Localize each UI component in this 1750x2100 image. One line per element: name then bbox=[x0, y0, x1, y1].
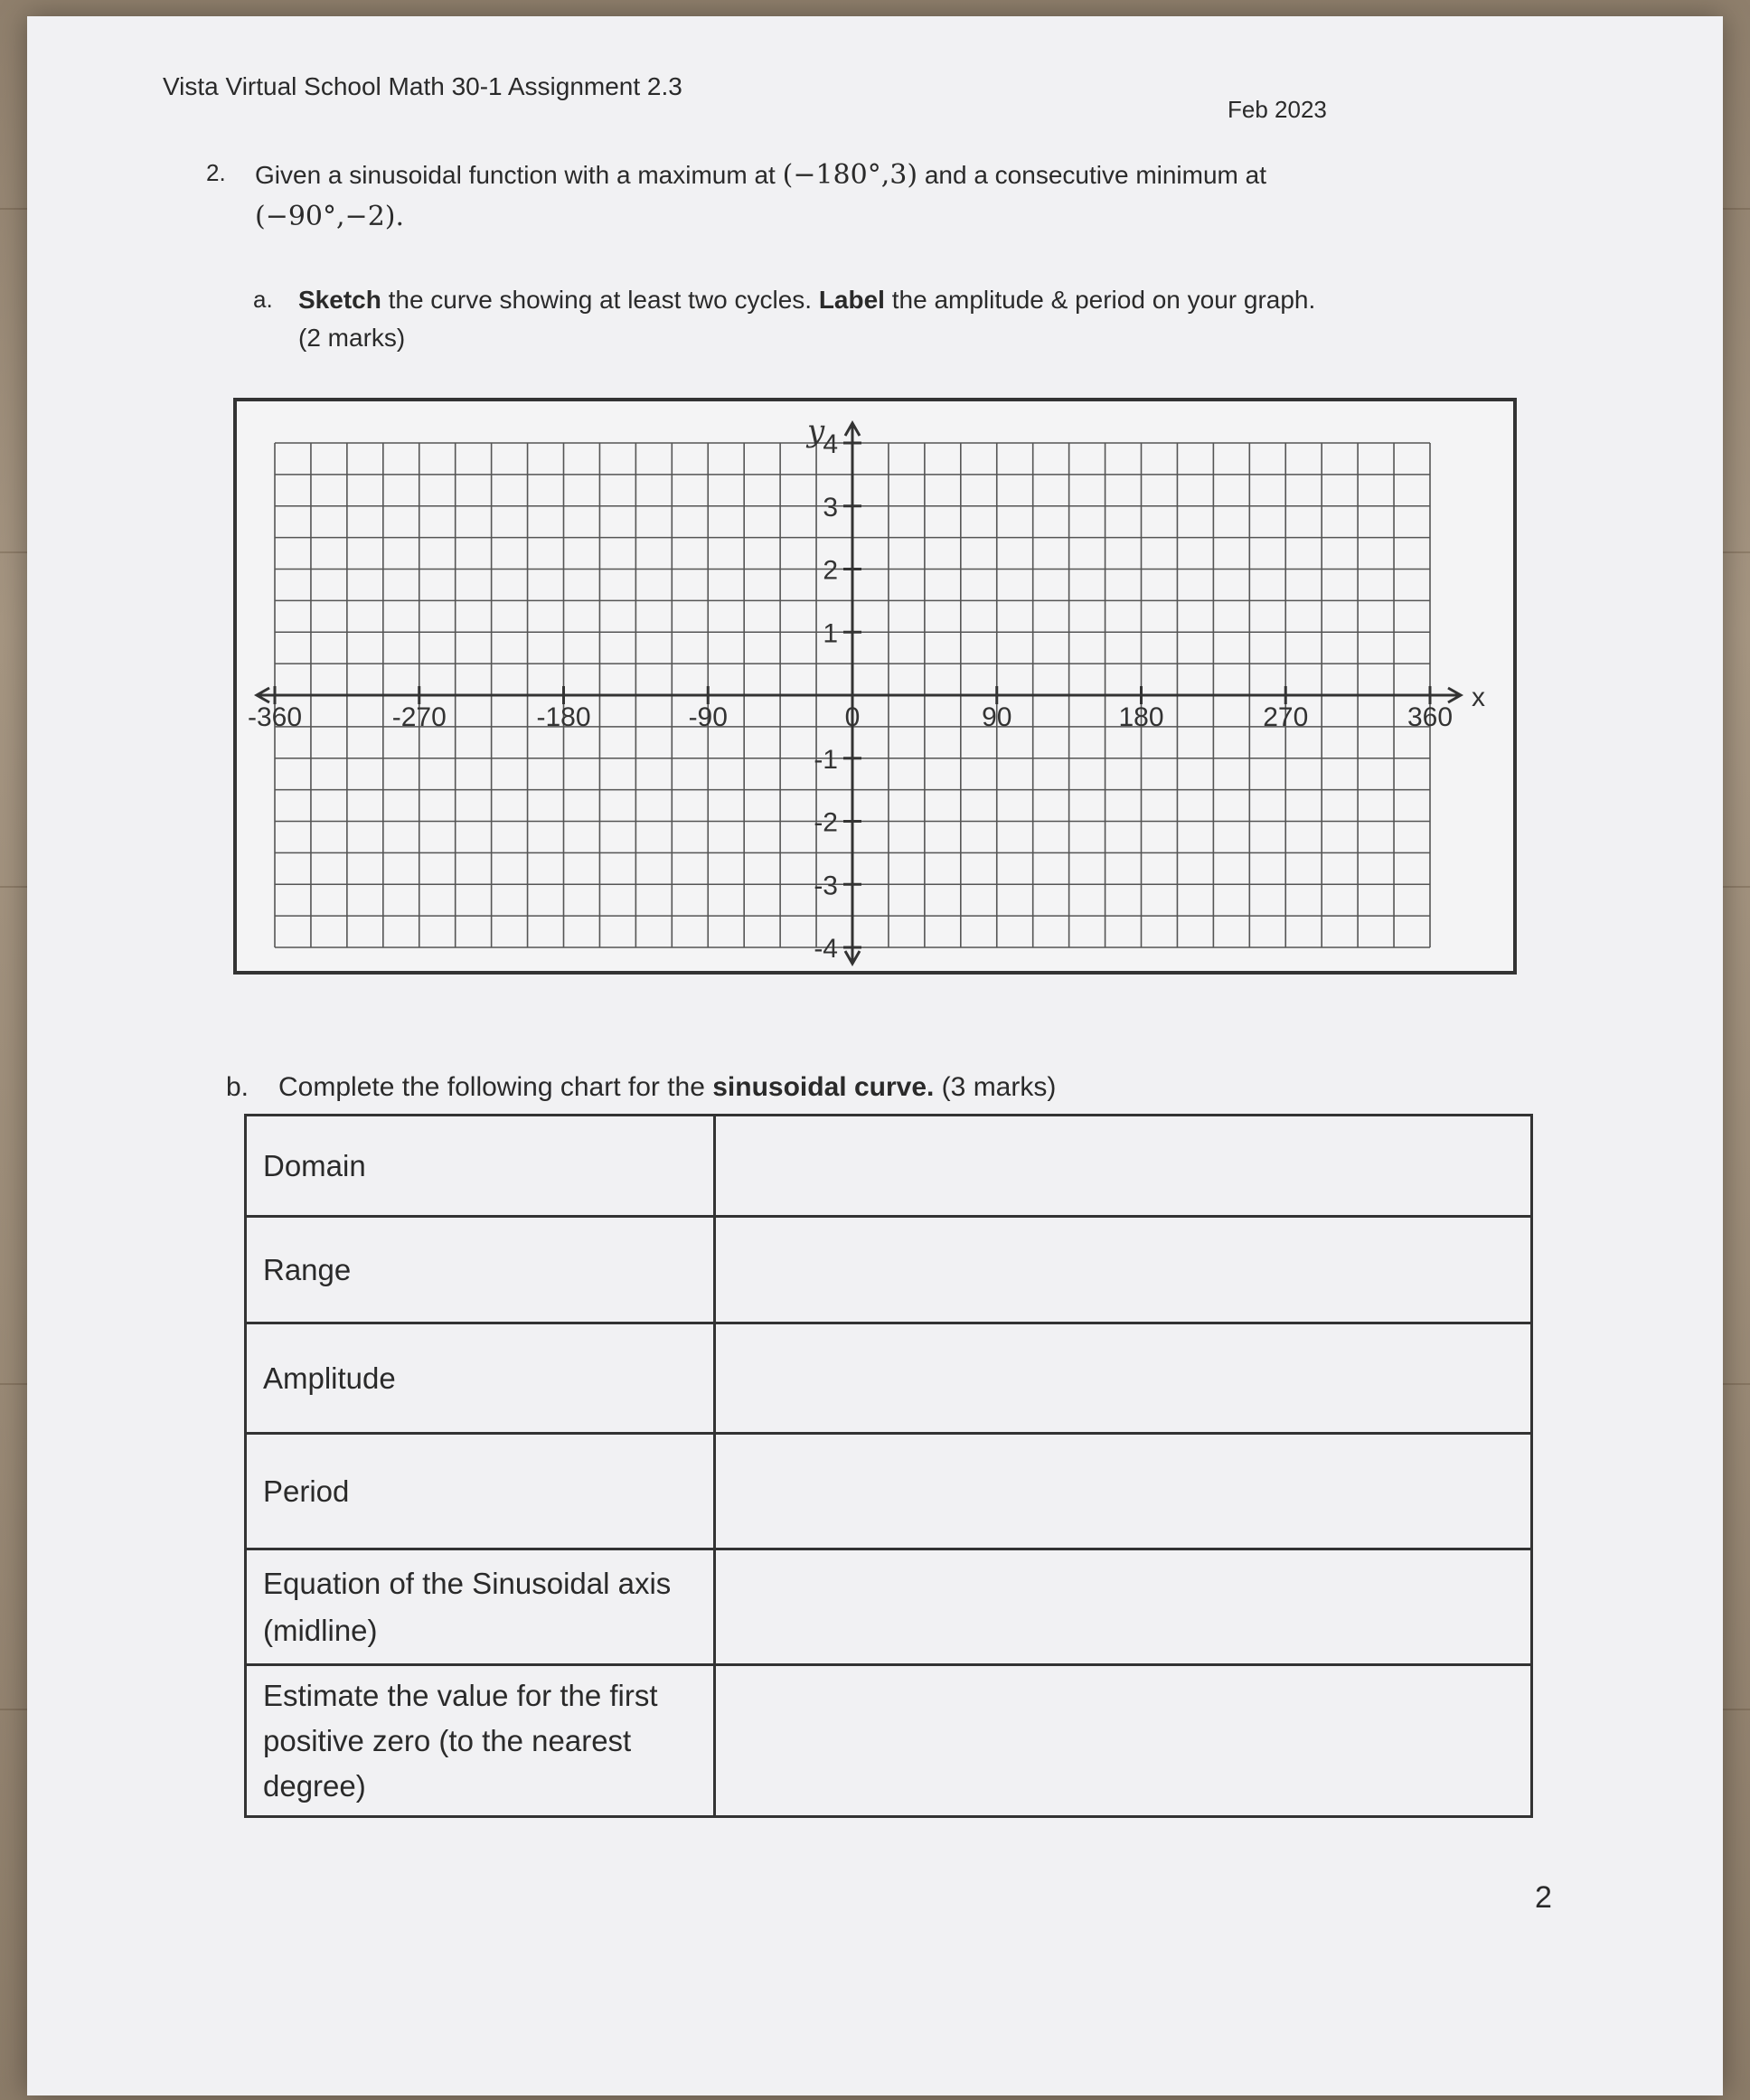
row-label-period: Period bbox=[246, 1434, 715, 1549]
y-tick-label: -4 bbox=[814, 934, 838, 964]
table-row bbox=[246, 1434, 1532, 1549]
y-tick-label: 4 bbox=[823, 429, 838, 459]
page-number: 2 bbox=[1535, 1880, 1552, 1915]
x-tick-label: -360 bbox=[247, 702, 303, 732]
x-tick-label: -90 bbox=[688, 702, 728, 732]
question-number: 2. bbox=[206, 159, 226, 186]
row-label-domain: Domain bbox=[246, 1116, 715, 1217]
x-tick-label: 180 bbox=[1118, 702, 1164, 732]
x-tick-label: 270 bbox=[1263, 702, 1309, 732]
x-tick-label: 90 bbox=[982, 702, 1012, 732]
part-a-marks: (2 marks) bbox=[298, 324, 406, 352]
assignment-date: Feb 2023 bbox=[1228, 96, 1327, 123]
part-a-text2: the amplitude & period on your graph. bbox=[884, 286, 1316, 314]
question-text-before: Given a sinusoidal function with a maximum at bbox=[255, 161, 776, 189]
part-a-bold-label: Label bbox=[818, 286, 885, 314]
row-label-first-zero: Estimate the value for the first positive zero (to the nearest degree) bbox=[246, 1665, 715, 1817]
sinusoidal-graph-grid[interactable] bbox=[244, 416, 1497, 967]
properties-table bbox=[244, 1114, 1533, 1818]
part-b-letter: b. bbox=[226, 1072, 249, 1102]
table-row bbox=[246, 1665, 1532, 1817]
y-tick-label: -1 bbox=[814, 744, 838, 775]
row-label-amplitude: Amplitude bbox=[246, 1323, 715, 1434]
y-tick-label: 3 bbox=[823, 492, 838, 523]
min-point: (−90°,−2). bbox=[255, 201, 405, 232]
part-b-text2: (3 marks) bbox=[934, 1072, 1057, 1102]
assignment-title: Vista Virtual School Math 30-1 Assignment 2.3 bbox=[163, 72, 682, 100]
y-tick-label: -2 bbox=[814, 807, 838, 838]
x-tick-label: -270 bbox=[391, 702, 447, 732]
answer-cell-first-zero[interactable] bbox=[715, 1665, 1532, 1817]
row-label-range: Range bbox=[246, 1217, 715, 1323]
part-a-text1: the curve showing at least two cycles. bbox=[381, 286, 819, 314]
table-row bbox=[246, 1323, 1532, 1434]
x-tick-label: 0 bbox=[844, 702, 861, 732]
question-text-line1 bbox=[255, 159, 1266, 191]
answer-cell-range[interactable] bbox=[715, 1217, 1532, 1323]
answer-cell-domain[interactable] bbox=[715, 1116, 1532, 1217]
row-label-midline: Equation of the Sinusoidal axis (midline) bbox=[246, 1549, 715, 1665]
answer-cell-midline[interactable] bbox=[715, 1549, 1532, 1665]
y-tick-label: 2 bbox=[823, 555, 838, 586]
part-a-instructions bbox=[298, 286, 1315, 315]
table-row bbox=[246, 1217, 1532, 1323]
table-row bbox=[246, 1549, 1532, 1665]
y-tick-label: 1 bbox=[823, 618, 838, 649]
part-b-bold: sinusoidal curve. bbox=[712, 1072, 935, 1102]
x-tick-label: 360 bbox=[1407, 702, 1454, 732]
answer-cell-amplitude[interactable] bbox=[715, 1323, 1532, 1434]
part-b-instructions bbox=[278, 1072, 1056, 1103]
part-a-bold-sketch: Sketch bbox=[298, 286, 381, 314]
part-a-letter: a. bbox=[253, 286, 273, 313]
question-text-middle: and a consecutive minimum at bbox=[924, 161, 1267, 189]
max-point: (−180°,3) bbox=[782, 159, 918, 191]
table-row bbox=[246, 1116, 1532, 1217]
x-axis-label: x bbox=[1472, 683, 1485, 712]
answer-cell-period[interactable] bbox=[715, 1434, 1532, 1549]
x-tick-label: -180 bbox=[536, 702, 591, 732]
y-tick-label: -3 bbox=[814, 871, 838, 901]
part-b-text1: Complete the following chart for the bbox=[278, 1072, 713, 1102]
y-axis-label: y bbox=[807, 416, 825, 449]
